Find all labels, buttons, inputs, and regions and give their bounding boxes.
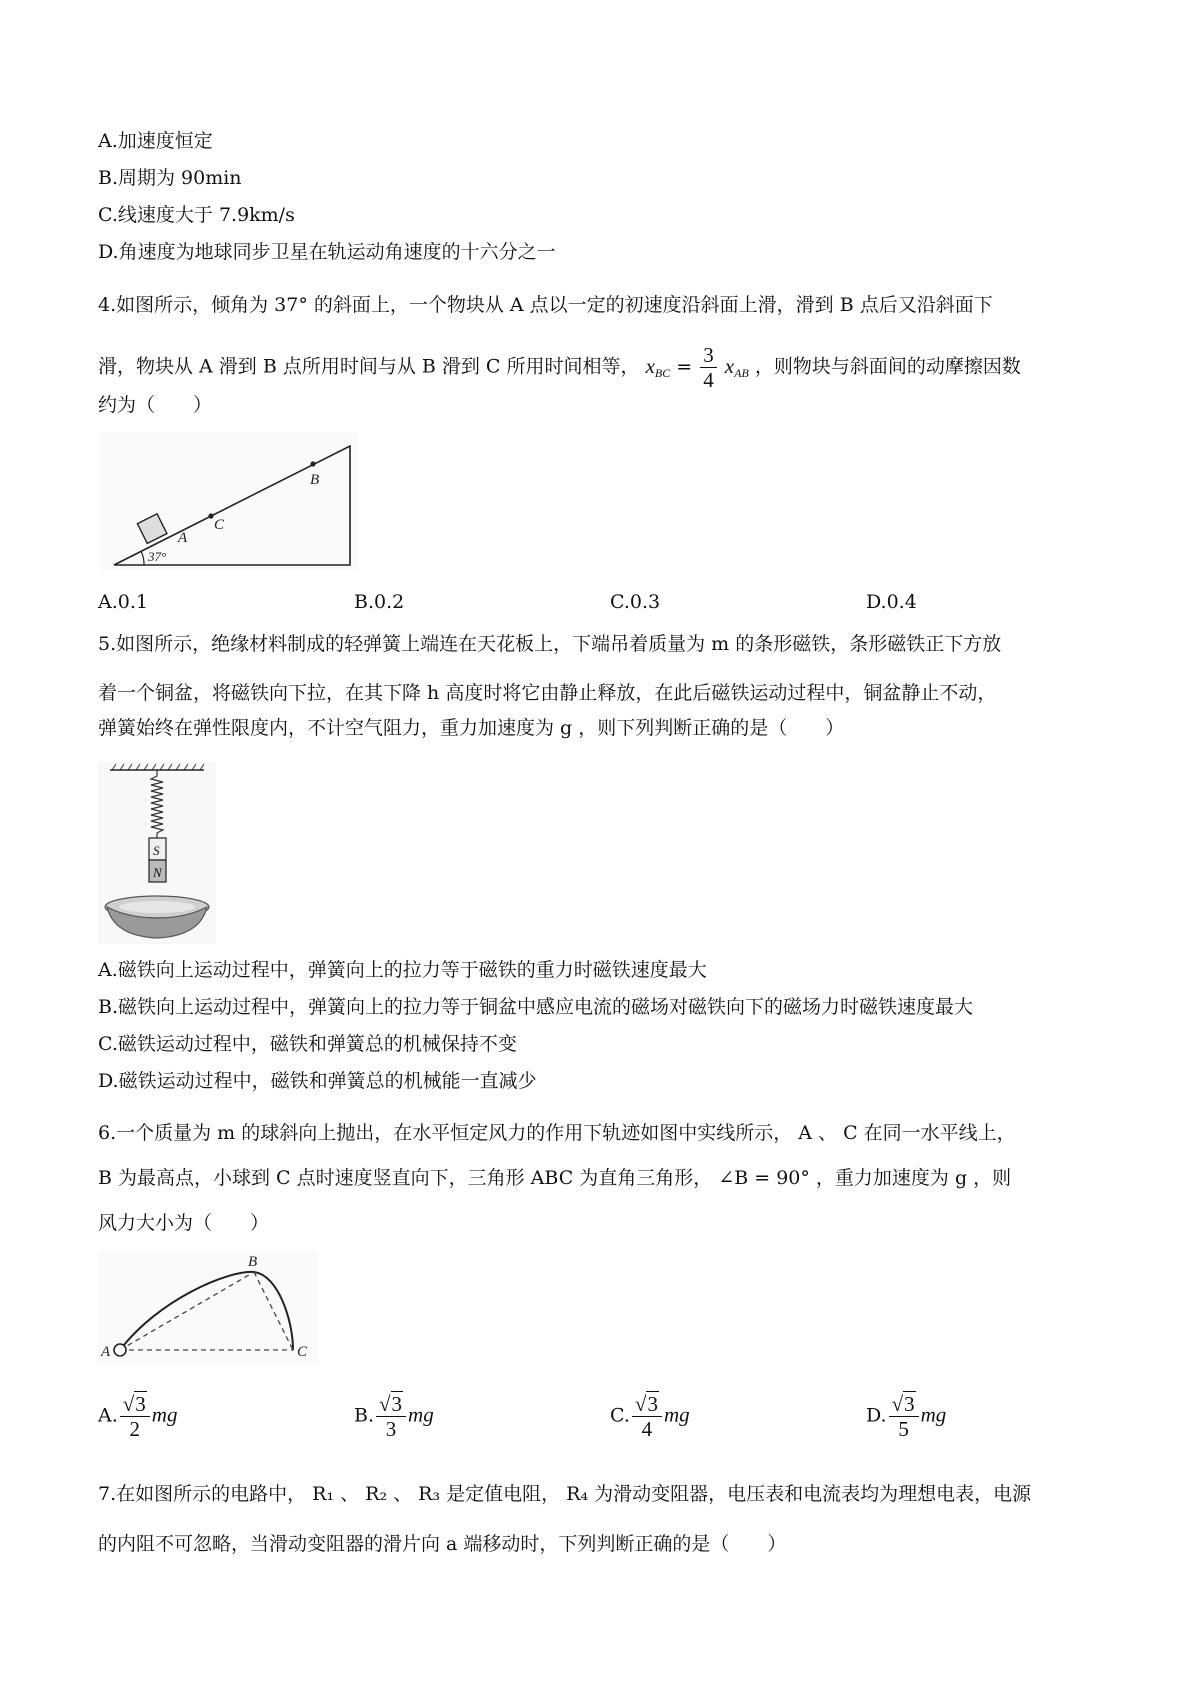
magnet-s-label: S	[153, 843, 160, 858]
point-a-label: A	[178, 530, 188, 546]
q7-stem-line2: 的内阻不可忽略，当滑动变阻器的滑片向 a 端移动时，下列判断正确的是（ ）	[98, 1533, 787, 1555]
sqrt-sign: √	[891, 1392, 904, 1416]
incline-diagram	[100, 432, 358, 570]
q6-option-b-letter: B.	[354, 1404, 375, 1427]
block-on-incline	[137, 514, 167, 544]
ceiling-hatch	[112, 764, 204, 770]
q6-option-d-den: 5	[898, 1417, 909, 1441]
trajectory-c-label: C	[297, 1344, 308, 1360]
q7-stem-line1: 7.在如图所示的电路中， R₁ 、 R₂ 、 R₃ 是定值电阻， R₄ 为滑动变阻器，电压表和电流表均为理想电表，电源	[98, 1483, 1032, 1505]
formula-equals: =	[676, 355, 693, 378]
radicand: 3	[904, 1392, 915, 1416]
q4-option-c: C.0.3	[610, 591, 661, 613]
q6-option-c-mg: mg	[663, 1402, 690, 1427]
formula-x2: x	[724, 353, 735, 378]
point-c-label: C	[214, 517, 225, 533]
trajectory-a-label: A	[101, 1344, 111, 1360]
q5-stem-line3: 弹簧始终在弹性限度内，不计空气阻力，重力加速度为 g ，则下列判断正确的是（ ）	[98, 717, 845, 739]
q6-stem-line3: 风力大小为（ ）	[98, 1212, 270, 1234]
sqrt-sign: √	[634, 1392, 647, 1416]
sqrt-sign: √	[122, 1392, 135, 1416]
sqrt-sign: √	[379, 1392, 391, 1416]
q4-option-b: B.0.2	[354, 591, 405, 613]
q6-option-a-letter: A.	[98, 1404, 118, 1427]
magnet-n-label: N	[153, 865, 162, 880]
radicand: 3	[391, 1392, 403, 1416]
q5-option-c: C.磁铁运动过程中，磁铁和弹簧总的机械保持不变	[98, 1033, 517, 1055]
angle-label: 37°	[148, 549, 167, 564]
incline-figure	[100, 432, 358, 570]
formula-sub-ab: AB	[734, 365, 749, 380]
q6-option-a-mg: mg	[151, 1402, 178, 1427]
q6-option-d-fraction	[889, 1392, 919, 1441]
q5-option-b: B.磁铁向上运动过程中，弹簧向上的拉力等于铜盆中感应电流的磁场对磁铁向下的磁场力时磁铁速度最大	[98, 996, 974, 1018]
radicand: 3	[647, 1392, 658, 1416]
angle-arc	[141, 551, 144, 565]
q3-option-d: D.角速度为地球同步卫星在轨运动角速度的十六分之一	[98, 241, 556, 263]
q4-stem-line1: 4.如图所示，倾角为 37° 的斜面上，一个物块从 A 点以一定的初速度沿斜面上滑，滑到 B 点后又沿斜面下	[98, 294, 993, 316]
formula-fraction	[700, 343, 717, 392]
formula-denominator: 4	[703, 368, 714, 392]
line-ab	[120, 1272, 254, 1350]
ball	[114, 1344, 126, 1356]
q4-option-d: D.0.4	[866, 591, 917, 613]
q3-option-c: C.线速度大于 7.9km/s	[98, 204, 295, 226]
trajectory-figure	[98, 1250, 318, 1365]
formula-sub-bc: BC	[654, 365, 671, 380]
q6-option-a	[98, 1392, 177, 1441]
q6-option-b-den: 3	[385, 1417, 397, 1441]
q5-option-a: A.磁铁向上运动过程中，弹簧向上的拉力等于磁铁的重力时磁铁速度最大	[98, 959, 707, 981]
q6-option-c-fraction	[632, 1392, 662, 1441]
point-b-label: B	[310, 472, 320, 488]
trajectory-curve	[120, 1272, 293, 1350]
q6-option-d	[866, 1392, 946, 1441]
q6-option-a-den: 2	[129, 1417, 141, 1441]
q4-stem-line3: 约为（ ）	[98, 394, 213, 416]
magnet-diagram	[98, 762, 216, 944]
q5-stem-line1: 5.如图所示，绝缘材料制成的轻弹簧上端连在天花板上，下端吊着质量为 m 的条形磁铁，条形磁铁正下方放	[98, 633, 1002, 655]
formula-numerator: 3	[700, 343, 717, 368]
q6-option-d-mg: mg	[920, 1402, 947, 1427]
q3-option-a: A.加速度恒定	[98, 130, 213, 152]
trajectory-b-label: B	[248, 1254, 258, 1270]
q6-option-b	[354, 1392, 434, 1441]
spring	[151, 770, 163, 838]
point-c-dot	[208, 513, 213, 518]
q5-stem-line2: 着一个铜盆，将磁铁向下拉，在其下降 h 高度时将它由静止释放，在此后磁铁运动过程中，铜盆静止不动，	[98, 682, 997, 704]
q6-option-c	[610, 1392, 690, 1441]
q6-option-d-letter: D.	[866, 1404, 887, 1427]
formula-xbc-eq	[645, 343, 755, 392]
q6-stem-line2: B 为最高点，小球到 C 点时速度竖直向下，三角形 ABC 为直角三角形， ∠B = 90° ，重力加速度为 g ，则	[98, 1167, 1012, 1189]
q4-stem-line2-end: ，则物块与斜面间的动摩擦因数	[754, 355, 1021, 378]
q6-option-b-mg: mg	[408, 1402, 434, 1427]
q6-option-b-fraction	[376, 1392, 406, 1441]
q4-stem-line2-start: 滑，物块从 A 滑到 B 点所用时间与从 B 滑到 C 所用时间相等，	[98, 355, 640, 378]
q5-option-d: D.磁铁运动过程中，磁铁和弹簧总的机械能一直减少	[98, 1070, 537, 1092]
q4-option-a: A.0.1	[98, 591, 148, 613]
magnet-figure	[98, 762, 216, 944]
q3-option-b: B.周期为 90min	[98, 167, 242, 189]
q4-stem-line2	[98, 343, 1021, 392]
q6-option-c-den: 4	[641, 1417, 653, 1441]
copper-bowl	[105, 896, 209, 938]
point-b-dot	[310, 461, 315, 466]
q6-stem-line1: 6.一个质量为 m 的球斜向上抛出，在水平恒定风力的作用下轨迹如图中实线所示， A 、 C 在同一水平线上，	[98, 1122, 1016, 1144]
q6-option-c-letter: C.	[610, 1404, 630, 1427]
q6-option-a-fraction	[120, 1392, 150, 1441]
radicand: 3	[135, 1392, 146, 1416]
formula-x1: x	[645, 353, 655, 378]
trajectory-diagram	[98, 1250, 318, 1365]
